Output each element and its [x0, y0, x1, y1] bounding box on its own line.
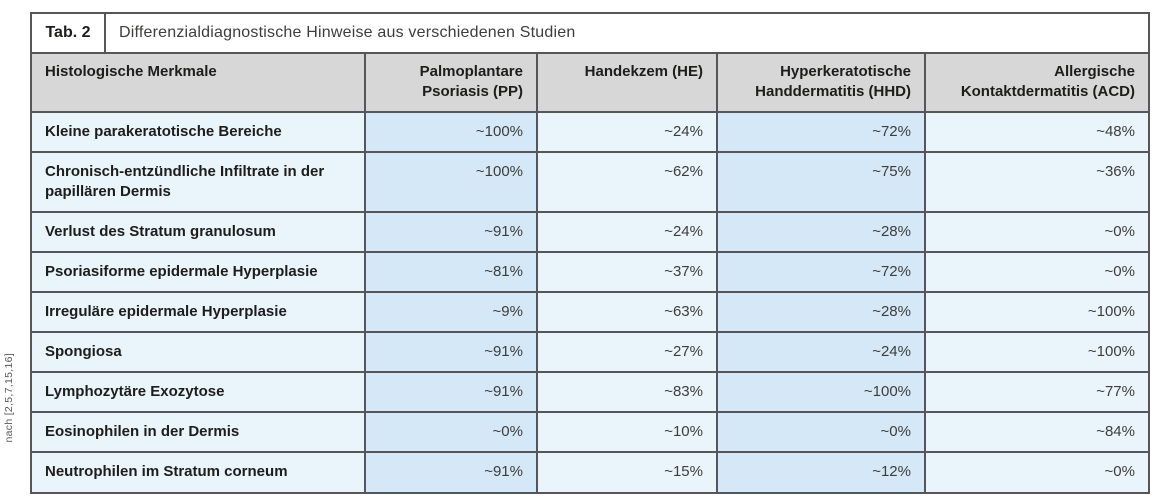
column-header-histologische-merkmale: Histologische Merkmale: [32, 54, 365, 112]
value-cell: ~0%: [925, 212, 1148, 252]
value-cell: ~37%: [537, 252, 717, 292]
value-cell: ~28%: [717, 212, 925, 252]
value-cell: ~0%: [925, 452, 1148, 492]
row-label: Psoriasiforme epidermale Hyperplasie: [32, 252, 365, 292]
value-cell: ~9%: [365, 292, 537, 332]
header-row: [32, 54, 1148, 112]
table-row: [32, 412, 1148, 452]
value-cell: ~72%: [717, 252, 925, 292]
table-title-row: [32, 14, 1148, 54]
row-label: Eosinophilen in der Dermis: [32, 412, 365, 452]
table-panel: [30, 12, 1150, 494]
table-row: [32, 332, 1148, 372]
row-label: Chronisch-entzündliche Infiltrate in der papillären Dermis: [32, 152, 365, 212]
value-cell: ~91%: [365, 332, 537, 372]
value-cell: ~12%: [717, 452, 925, 492]
value-cell: ~36%: [925, 152, 1148, 212]
table-row: [32, 152, 1148, 212]
value-cell: ~83%: [537, 372, 717, 412]
row-label: Lymphozytäre Exozytose: [32, 372, 365, 412]
value-cell: ~15%: [537, 452, 717, 492]
source-citation-note: nach [2,5,7,15,16]: [3, 353, 15, 443]
table-row: [32, 112, 1148, 152]
value-cell: ~10%: [537, 412, 717, 452]
row-label: Verlust des Stratum granulosum: [32, 212, 365, 252]
value-cell: ~27%: [537, 332, 717, 372]
value-cell: ~62%: [537, 152, 717, 212]
value-cell: ~0%: [925, 252, 1148, 292]
value-cell: ~0%: [365, 412, 537, 452]
value-cell: ~100%: [717, 372, 925, 412]
value-cell: ~100%: [365, 112, 537, 152]
value-cell: ~24%: [717, 332, 925, 372]
value-cell: ~24%: [537, 212, 717, 252]
column-header-hyperkeratotische-handdermatitis: Hyperkeratotische Handdermatitis (HHD): [717, 54, 925, 112]
table-header: [32, 54, 1148, 112]
value-cell: ~91%: [365, 452, 537, 492]
value-cell: ~77%: [925, 372, 1148, 412]
column-header-allergische-kontaktdermatitis: Allergische Kontaktdermatitis (ACD): [925, 54, 1148, 112]
value-cell: ~75%: [717, 152, 925, 212]
value-cell: ~100%: [365, 152, 537, 212]
value-cell: ~81%: [365, 252, 537, 292]
table-row: [32, 212, 1148, 252]
value-cell: ~63%: [537, 292, 717, 332]
value-cell: ~100%: [925, 332, 1148, 372]
value-cell: ~24%: [537, 112, 717, 152]
table-row: [32, 452, 1148, 492]
table-title: Differenzialdiagnostische Hinweise aus verschiedenen Studien: [119, 24, 576, 41]
value-cell: ~91%: [365, 372, 537, 412]
value-cell: ~72%: [717, 112, 925, 152]
differential-diagnosis-table: [32, 54, 1148, 492]
table-body: [32, 112, 1148, 492]
value-cell: ~100%: [925, 292, 1148, 332]
row-label: Kleine parakeratotische Bereiche: [32, 112, 365, 152]
table-row: [32, 292, 1148, 332]
table-row: [32, 372, 1148, 412]
row-label: Spongiosa: [32, 332, 365, 372]
value-cell: ~28%: [717, 292, 925, 332]
table-row: [32, 252, 1148, 292]
column-header-handekzem: Handekzem (HE): [537, 54, 717, 112]
row-label: Neutrophilen im Stratum corneum: [32, 452, 365, 492]
value-cell: ~0%: [717, 412, 925, 452]
value-cell: ~48%: [925, 112, 1148, 152]
table-number-label: Tab. 2: [32, 14, 106, 52]
value-cell: ~91%: [365, 212, 537, 252]
row-label: Irreguläre epidermale Hyperplasie: [32, 292, 365, 332]
column-header-palmoplantare-psoriasis: Palmoplantare Psoriasis (PP): [365, 54, 537, 112]
value-cell: ~84%: [925, 412, 1148, 452]
